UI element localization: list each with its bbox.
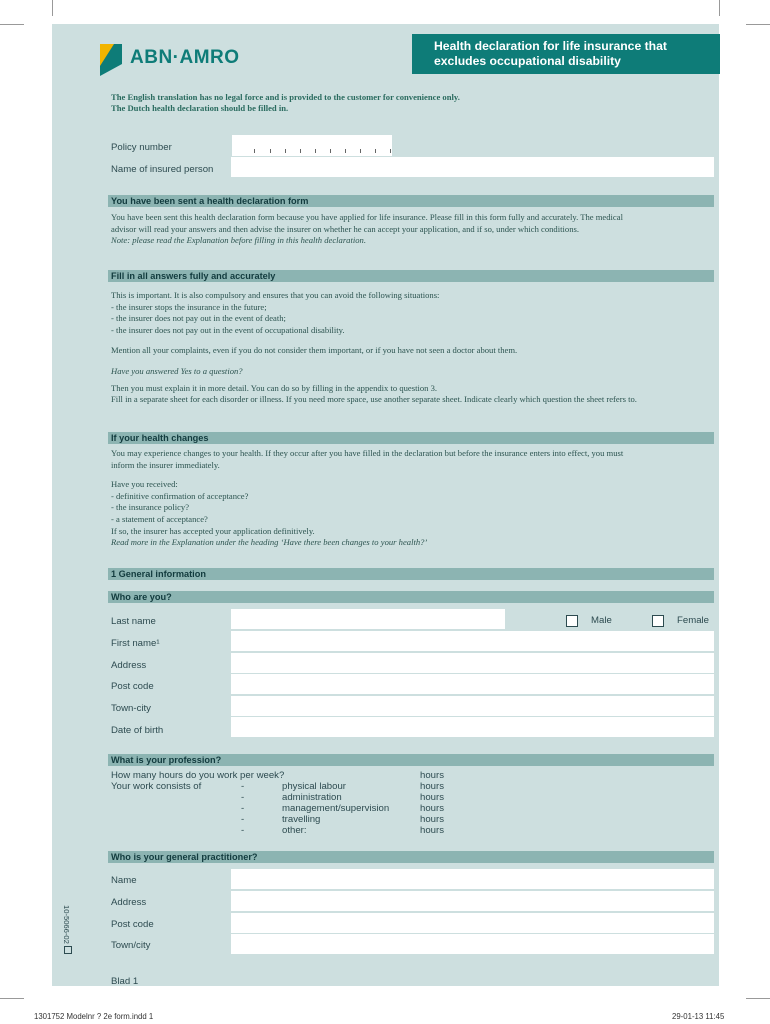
- town-city-row: [108, 696, 714, 715]
- section-heading: 1 General information: [111, 569, 206, 579]
- section-bar: [108, 754, 714, 766]
- page-label: Blad 1: [111, 976, 139, 987]
- insured-name-input[interactable]: [231, 157, 714, 177]
- abn-amro-logo: [100, 44, 240, 80]
- paragraph: This is important. It is also compulsory and ensures that you can avoid the following situations:: [111, 290, 440, 300]
- list-item: - the insurer does not pay out in the event of occupational disability.: [111, 324, 345, 335]
- male-label: Male: [591, 615, 612, 626]
- hours-unit: hours: [420, 825, 444, 836]
- post-code-input[interactable]: [231, 674, 714, 694]
- checkbox-icon: [64, 946, 72, 954]
- list-item: - definitive confirmation of acceptance?: [111, 490, 249, 501]
- date-of-birth-input[interactable]: [231, 717, 714, 737]
- intro-line-1: The English translation has no legal force and is provided to the customer for convenience only.: [111, 92, 460, 102]
- work-item: travelling: [282, 814, 321, 825]
- paragraph: If so, the insurer has accepted your application definitively.: [111, 525, 315, 536]
- gp-address-input[interactable]: [231, 891, 714, 911]
- female-checkbox[interactable]: [652, 615, 664, 627]
- note: Note: please read the Explanation before filling in this health declaration.: [111, 235, 366, 246]
- gp-address-label: Address: [111, 897, 147, 908]
- section-heading: Who is your general practitioner?: [111, 852, 258, 862]
- paragraph: advisor will read your answers and then advise the insurer on whether he can accept your application, and if so, under which conditions.: [111, 223, 579, 234]
- section-3-text: [111, 448, 711, 549]
- gp-town-city-input[interactable]: [231, 934, 714, 954]
- paragraph: You have been sent this health declaration form because you have applied for life insurance. Please fill in this form fully and accurately. The medical: [111, 212, 623, 222]
- section-bar: [108, 195, 714, 207]
- section-bar: [108, 432, 714, 444]
- form-code-text: 10-5066-02: [62, 905, 71, 946]
- section-heading: You have been sent a health declaration form: [111, 196, 309, 206]
- gp-name-row: [108, 869, 714, 888]
- section-bar: [108, 568, 714, 580]
- crop-mark: [746, 998, 770, 999]
- section-bar: [108, 591, 714, 603]
- title-line-1: Health declaration for life insurance that: [434, 39, 667, 53]
- list-dash: -: [241, 792, 245, 803]
- paragraph: Fill in a separate sheet for each disorder or illness. If you need more space, use another separate sheet. Indicate clearly which question the sheet refers to.: [111, 394, 637, 405]
- section-bar: [108, 270, 714, 282]
- list-dash: -: [241, 803, 245, 814]
- list-dash: -: [241, 781, 245, 792]
- intro-line-2: The Dutch health declaration should be filled in.: [111, 103, 289, 113]
- last-name-row: [108, 609, 714, 628]
- last-name-label: Last name: [111, 616, 156, 627]
- section-heading: Fill in all answers fully and accurately: [111, 271, 276, 281]
- work-consists-label: Your work consists of: [111, 781, 202, 792]
- policy-number-label: Policy number: [111, 142, 172, 153]
- list-item: - the insurer stops the insurance in the future;: [111, 301, 267, 312]
- town-city-input[interactable]: [231, 696, 714, 716]
- work-item: management/supervision: [282, 803, 390, 814]
- first-name-row: [108, 631, 714, 650]
- note: Read more in the Explanation under the heading ‘Have there been changes to your health?’: [111, 537, 428, 548]
- note: Have you answered Yes to a question?: [111, 365, 243, 376]
- crop-mark: [719, 0, 720, 16]
- hours-unit: hours: [420, 781, 444, 792]
- form-title: [412, 34, 720, 74]
- form-code: [62, 905, 72, 954]
- gp-post-code-input[interactable]: [231, 913, 714, 933]
- shield-logo-icon: [100, 44, 122, 76]
- crop-mark: [0, 24, 24, 25]
- list-dash: -: [241, 825, 245, 836]
- intro-notice: [111, 92, 711, 114]
- list-item: - the insurance policy?: [111, 502, 190, 513]
- crop-mark: [0, 998, 24, 999]
- address-row: [108, 653, 714, 672]
- address-label: Address: [111, 660, 147, 671]
- hours-unit: hours: [420, 814, 444, 825]
- date-of-birth-label: Date of birth: [111, 725, 164, 736]
- female-label: Female: [677, 615, 709, 626]
- first-name-input[interactable]: [231, 631, 714, 651]
- paragraph: Have you received:: [111, 479, 178, 490]
- hours-question: How many hours do you work per week?: [111, 770, 285, 781]
- first-name-label: First name¹: [111, 638, 160, 649]
- post-code-label: Post code: [111, 681, 154, 692]
- section-heading: Who are you?: [111, 592, 172, 602]
- work-item: physical labour: [282, 781, 346, 792]
- section-heading: What is your profession?: [111, 755, 222, 765]
- town-city-label: Town-city: [111, 703, 151, 714]
- gp-post-code-label: Post code: [111, 919, 154, 930]
- logo-text: ABN·AMRO: [130, 47, 240, 68]
- gp-town-city-label: Town/city: [111, 940, 151, 951]
- male-checkbox[interactable]: [566, 615, 578, 627]
- title-line-2: excludes occupational disability: [434, 54, 621, 68]
- insured-name-row: [108, 157, 714, 176]
- insured-name-label: Name of insured person: [111, 164, 214, 175]
- date-of-birth-row: [108, 717, 714, 736]
- hours-unit: hours: [420, 792, 444, 803]
- paragraph: Then you must explain it in more detail. You can do so by filling in the appendix to question 3.: [111, 382, 438, 393]
- paragraph: Mention all your complaints, even if you do not consider them important, or if you have not seen a doctor about them.: [111, 345, 518, 356]
- policy-number-row: [108, 138, 714, 157]
- post-code-row: [108, 674, 714, 693]
- section-heading: If your health changes: [111, 433, 209, 443]
- section-2-text: [111, 290, 711, 406]
- list-item: - a statement of acceptance?: [111, 513, 208, 524]
- footer-file: 1301752 Modelnr ? 2e form.indd 1: [34, 1012, 154, 1021]
- work-item: other:: [282, 825, 307, 836]
- gp-name-label: Name: [111, 875, 137, 886]
- paragraph: You may experience changes to your health. If they occur after you have filled in the declaration but before the insurance enters into effect, you must: [111, 448, 624, 458]
- gp-name-input[interactable]: [231, 869, 714, 889]
- footer-date: 29-01-13 11:45: [672, 1012, 725, 1021]
- crop-mark: [746, 24, 770, 25]
- list-item: - the insurer does not pay out in the event of death;: [111, 313, 286, 324]
- section-1-text: [111, 212, 711, 247]
- crop-mark: [52, 0, 53, 16]
- policy-number-input[interactable]: [232, 135, 392, 156]
- last-name-input[interactable]: [231, 609, 505, 629]
- gp-post-code-row: [108, 913, 714, 932]
- hours-unit: hours: [420, 770, 444, 781]
- paragraph: inform the insurer immediately.: [111, 459, 220, 470]
- address-input[interactable]: [231, 653, 714, 673]
- gp-town-city-row: [108, 934, 714, 953]
- hours-unit: hours: [420, 803, 444, 814]
- section-bar: [108, 851, 714, 863]
- work-item: administration: [282, 792, 342, 803]
- list-dash: -: [241, 814, 245, 825]
- gp-address-row: [108, 891, 714, 910]
